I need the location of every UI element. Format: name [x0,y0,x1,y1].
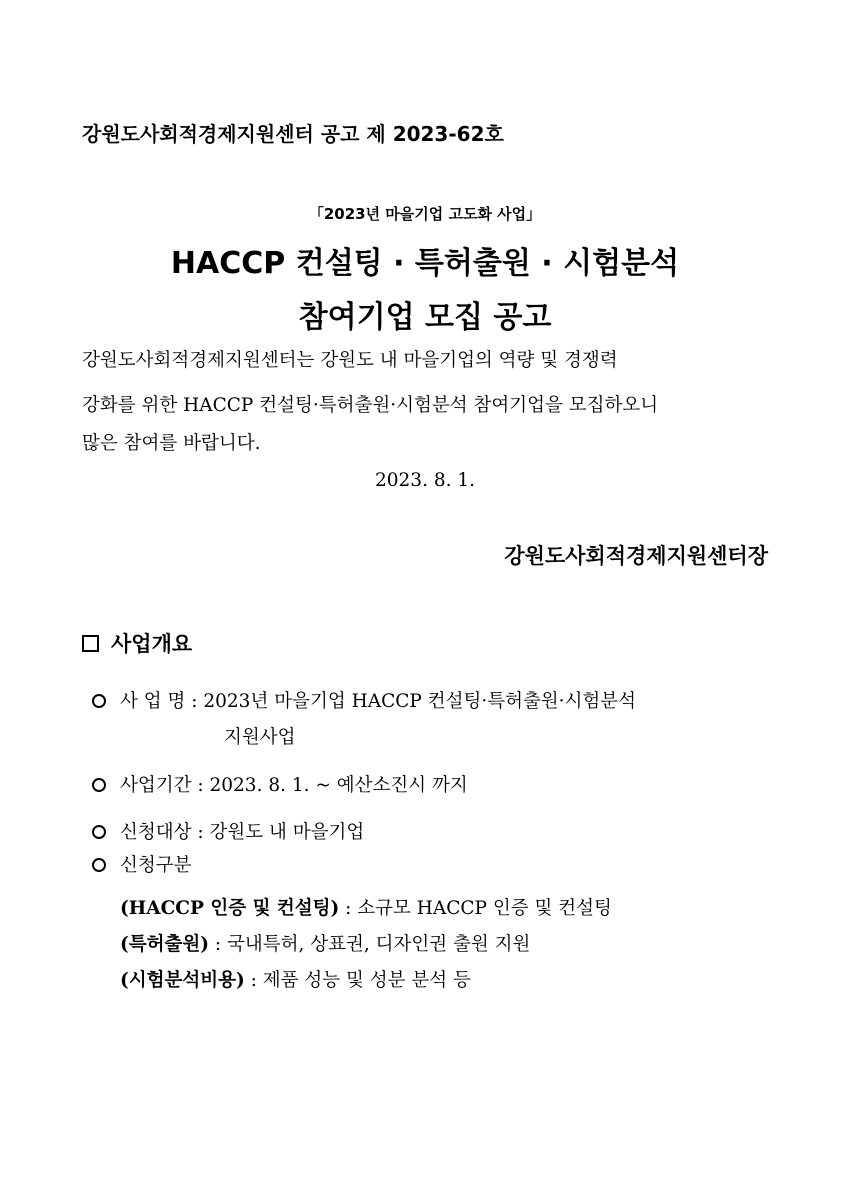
intro-line-3: 많은 참여를 바랍니다. [82,433,261,454]
item-separator: : [185,691,204,712]
list-item-business-name [92,687,636,713]
item-separator: : [191,822,210,843]
document-subtitle: 「2023년 마을기업 고도화 사업」 [308,205,542,223]
category-patent [120,930,530,956]
square-bullet-icon [82,635,99,652]
item-label: 사 업 명 [120,691,186,712]
list-item-period [92,771,468,797]
notice-number: 강원도사회적경제지원센터 공고 제 2023-62호 [82,122,504,146]
item-value: 강원도 내 마을기업 [209,822,365,843]
circle-bullet-icon [92,694,106,708]
item-label: 신청구분 [120,855,192,876]
category-value: 제품 성능 및 성분 분석 등 [262,970,471,991]
document-title-line1: HACCP 컨설팅 · 특허출원 · 시험분석 [170,246,680,281]
signer: 강원도사회적경제지원센터장 [504,544,768,568]
document-title-line2: 참여기업 모집 공고 [298,300,552,335]
intro-line-2: 강화를 위한 HACCP 컨설팅·특허출원·시험분석 참여기업을 모집하오니 [82,395,659,416]
section-heading [82,628,192,658]
category-testing [120,966,471,992]
section-title: 사업개요 [111,631,193,656]
intro-line-1: 강원도사회적경제지원센터는 강원도 내 마을기업의 역량 및 경쟁력 [82,350,618,371]
category-haccp [120,894,612,920]
category-label: (시험분석비용) [120,970,245,991]
item-separator: : [191,775,210,796]
category-label: (HACCP 인증 및 컨설팅) [120,898,340,919]
category-value: 국내특허, 상표권, 디자인권 출원 지원 [227,934,531,955]
circle-bullet-icon [92,778,106,792]
item-value: 2023년 마을기업 HACCP 컨설팅·특허출원·시험분석 [203,691,637,712]
item-value: 2023. 8. 1. ~ 예산소진시 까지 [209,775,468,796]
circle-bullet-icon [92,825,106,839]
item-value-continuation: 지원사업 [224,727,296,748]
list-item-eligibility [92,818,364,844]
notice-date: 2023. 8. 1. [374,470,476,491]
circle-bullet-icon [92,858,106,872]
category-separator: : [244,970,263,991]
category-separator: : [209,934,227,955]
item-label: 사업기간 [120,775,192,796]
category-value: 소규모 HACCP 인증 및 컨설팅 [357,898,612,919]
category-separator: : [339,898,358,919]
list-item-category [92,851,191,877]
item-label: 신청대상 [120,822,192,843]
category-label: (특허출원) [120,934,209,955]
